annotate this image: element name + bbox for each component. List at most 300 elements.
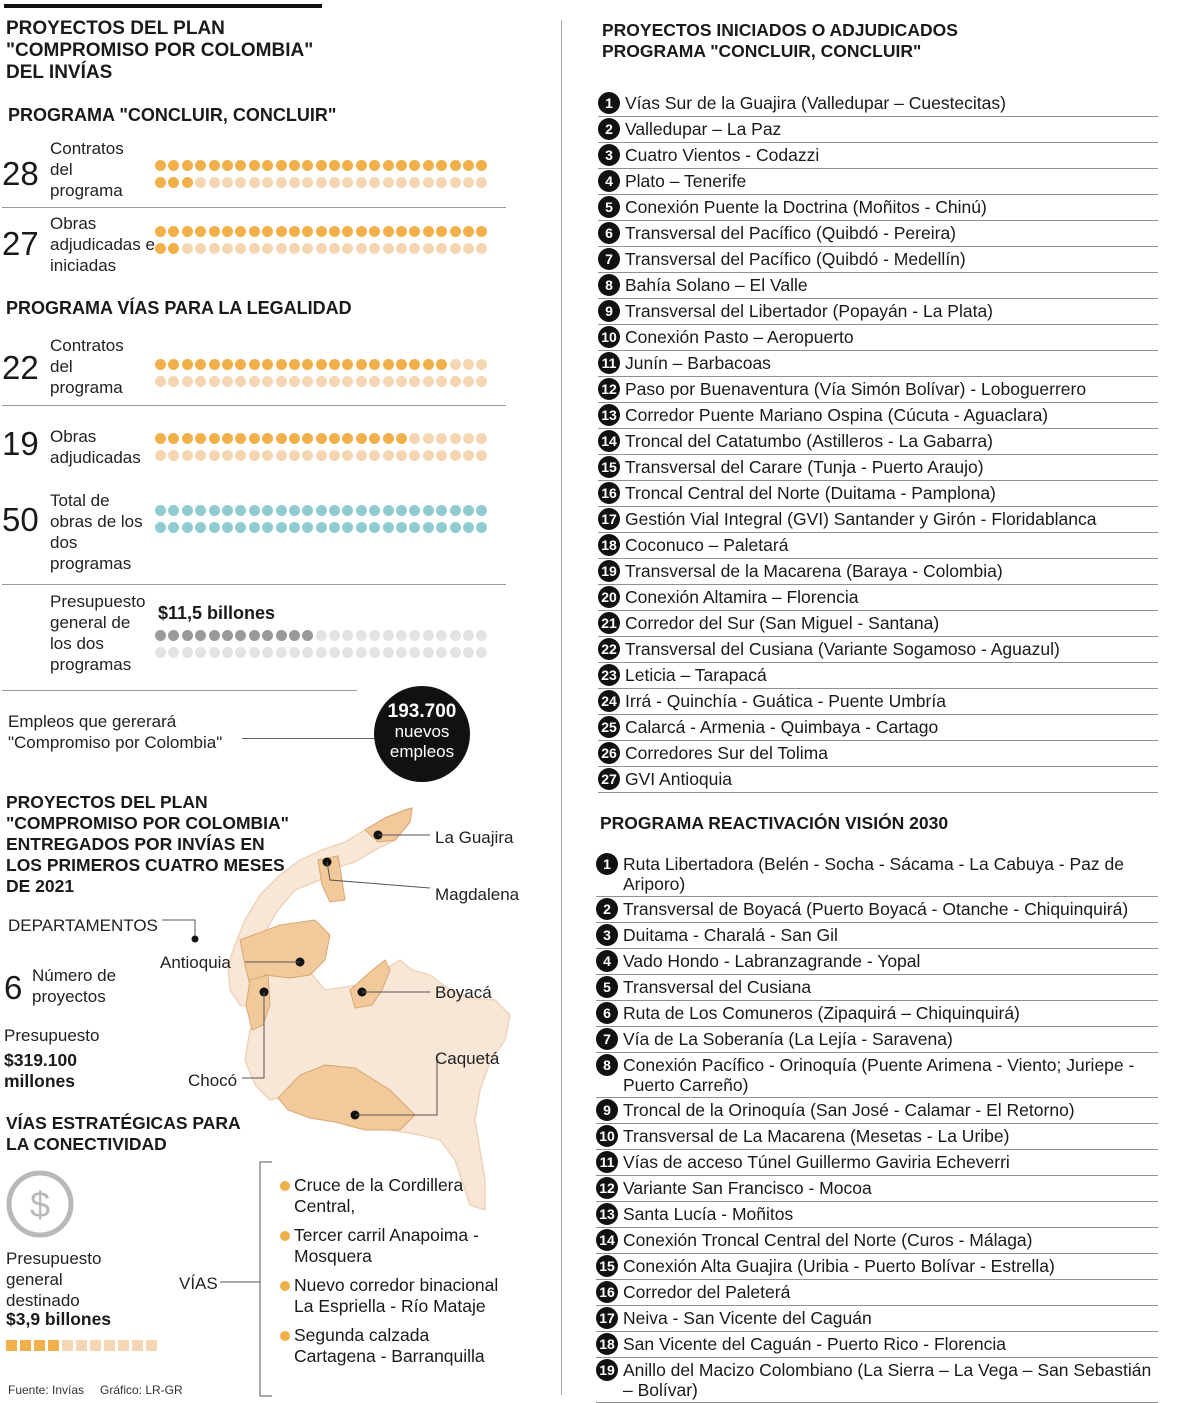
column-divider xyxy=(561,20,562,1395)
dot-empty xyxy=(262,243,273,254)
item-text: Irrá - Quinchía - Guática - Puente Umbría xyxy=(625,691,946,711)
concluir-list-item xyxy=(598,741,1158,767)
square-empty xyxy=(90,1340,101,1351)
dot-empty xyxy=(195,177,206,188)
dot-empty xyxy=(369,376,380,387)
empleos-unit: nuevos empleos xyxy=(389,722,455,761)
item-number-badge: 15 xyxy=(598,456,620,478)
concluir-list-item xyxy=(598,143,1158,169)
dot-empty xyxy=(262,177,273,188)
item-number-badge: 12 xyxy=(598,378,620,400)
conectividad-title: VÍAS ESTRATÉGICAS PARA LA CONECTIVIDAD xyxy=(6,1113,241,1154)
legalidad-obras-label: Obras adjudicadas xyxy=(50,427,141,467)
item-text: Conexión Pacífico - Orinoquía (Puente Arimena - Viento; Juriepe - Puerto Carreño) xyxy=(623,1055,1135,1095)
dot-empty xyxy=(463,450,474,461)
concluir-list-item xyxy=(598,663,1158,689)
conectividad-presupuesto-label: Presupuesto general destinado xyxy=(6,1249,102,1310)
dot-empty xyxy=(369,243,380,254)
dot-filled xyxy=(329,226,340,237)
concluir-list-item xyxy=(598,351,1158,377)
dot-filled xyxy=(222,160,233,171)
item-number-badge: 20 xyxy=(598,586,620,608)
dot-empty xyxy=(383,376,394,387)
empleos-value: 193.700 xyxy=(387,701,457,722)
dot-filled xyxy=(383,160,394,171)
item-number-badge: 1 xyxy=(598,92,620,114)
dot-empty xyxy=(423,647,434,658)
item-text: Variante San Francisco - Mocoa xyxy=(623,1178,872,1198)
dot-empty xyxy=(463,359,474,370)
item-text: Vado Hondo - Labranzagrande - Yopal xyxy=(623,951,921,971)
via-item: Tercer carril Anapoima - Mosquera xyxy=(280,1225,500,1267)
dot-empty xyxy=(409,630,420,641)
square-empty xyxy=(146,1340,157,1351)
concluir-list-item xyxy=(598,507,1158,533)
concluir-obras-label: Obras adjudicadas e iniciadas xyxy=(50,214,155,275)
dot-filled xyxy=(302,630,313,641)
dot-filled xyxy=(289,522,300,533)
dot-empty xyxy=(342,243,353,254)
dot-chart-concluir-obras xyxy=(155,226,489,254)
dot-empty xyxy=(423,630,434,641)
dot-filled xyxy=(476,522,487,533)
vision-list-item xyxy=(596,1176,1158,1202)
dot-filled xyxy=(235,226,246,237)
square-filled xyxy=(20,1340,31,1351)
dot-empty xyxy=(342,450,353,461)
dot-filled xyxy=(276,433,287,444)
concluir-list-item xyxy=(598,585,1158,611)
vision-list-item xyxy=(596,1098,1158,1124)
vision-list-item xyxy=(596,1306,1158,1332)
dot-filled xyxy=(356,226,367,237)
item-number-badge: 11 xyxy=(596,1151,618,1173)
item-text: Valledupar – La Paz xyxy=(625,119,782,139)
dot-filled xyxy=(409,160,420,171)
dot-filled xyxy=(463,226,474,237)
dot-filled xyxy=(262,505,273,516)
dot-filled xyxy=(249,226,260,237)
legend-number: 6 xyxy=(4,969,23,1006)
item-text: Cuatro Vientos - Codazzi xyxy=(625,145,820,165)
item-text: Troncal de la Orinoquía (San José - Calamar - El Retorno) xyxy=(623,1100,1075,1120)
item-text: Leticia – Tarapacá xyxy=(625,665,767,685)
dot-empty xyxy=(235,647,246,658)
dot-empty xyxy=(195,376,206,387)
dot-empty xyxy=(436,433,447,444)
dot-filled xyxy=(155,433,166,444)
via-item: Nuevo corredor binacional La Espriella - Río Mataje xyxy=(280,1275,500,1317)
concluir-list-item xyxy=(598,91,1158,117)
dot-empty xyxy=(209,450,220,461)
item-text: Anillo del Macizo Colombiano (La Sierra – La Vega – San Sebastián – Bolívar) xyxy=(623,1360,1152,1400)
dot-filled xyxy=(409,522,420,533)
dollar-icon xyxy=(6,1170,74,1238)
item-text: Ruta Libertadora (Belén - Socha - Sácama - La Cabuya - Paz de Ariporo) xyxy=(623,854,1124,894)
square-empty xyxy=(118,1340,129,1351)
dot-filled xyxy=(195,630,206,641)
dot-empty xyxy=(436,630,447,641)
dot-empty xyxy=(369,647,380,658)
dot-empty xyxy=(316,243,327,254)
dot-filled xyxy=(342,226,353,237)
dot-filled xyxy=(436,226,447,237)
dot-filled xyxy=(249,505,260,516)
dot-filled xyxy=(369,505,380,516)
item-text: Corredores Sur del Tolima xyxy=(625,743,828,763)
dot-filled xyxy=(436,359,447,370)
dot-filled xyxy=(168,359,179,370)
concluir-list-item xyxy=(598,455,1158,481)
via-item: Cruce de la Cordillera Central, xyxy=(280,1175,500,1217)
item-number-badge: 16 xyxy=(596,1281,618,1303)
dot-filled xyxy=(356,505,367,516)
dot-empty xyxy=(222,376,233,387)
dot-filled xyxy=(276,505,287,516)
dot-filled xyxy=(356,160,367,171)
dot-empty xyxy=(329,450,340,461)
presupuesto-general-label: Presupuesto general de los dos programas xyxy=(50,592,146,674)
legalidad-contratos-value: 22 xyxy=(2,349,39,386)
list-vision xyxy=(596,852,1158,1403)
vision-list-item xyxy=(596,1202,1158,1228)
dot-empty xyxy=(463,647,474,658)
item-text: Troncal Central del Norte (Duitama - Pamplona) xyxy=(625,483,996,503)
dot-empty xyxy=(383,450,394,461)
item-number-badge: 4 xyxy=(598,170,620,192)
item-text: Transversal de La Macarena (Mesetas - La Uribe) xyxy=(623,1126,1010,1146)
dot-empty xyxy=(249,177,260,188)
dot-filled xyxy=(168,226,179,237)
dot-filled xyxy=(383,522,394,533)
label-choco: Chocó xyxy=(188,1071,238,1090)
colombia-map xyxy=(150,800,550,1220)
dot-filled xyxy=(262,522,273,533)
dot-filled xyxy=(383,505,394,516)
dot-filled xyxy=(450,522,461,533)
item-number-badge: 5 xyxy=(598,196,620,218)
dot-filled xyxy=(476,226,487,237)
item-text: Transversal del Pacífico (Quibdó - Pereira) xyxy=(625,223,957,243)
dot-filled xyxy=(182,505,193,516)
dot-filled xyxy=(436,160,447,171)
vision-list-item xyxy=(596,1053,1158,1098)
dot-filled xyxy=(409,359,420,370)
dot-empty xyxy=(396,243,407,254)
legalidad-contratos-label: Contratos del programa xyxy=(50,336,124,397)
dot-filled xyxy=(276,160,287,171)
dot-filled xyxy=(195,359,206,370)
dot-filled xyxy=(396,505,407,516)
dot-filled xyxy=(423,505,434,516)
dot-empty xyxy=(276,243,287,254)
legalidad-obras-value: 19 xyxy=(2,425,39,462)
dot-empty xyxy=(409,376,420,387)
dot-empty xyxy=(409,647,420,658)
dot-empty xyxy=(383,243,394,254)
dot-filled xyxy=(329,505,340,516)
dot-empty xyxy=(463,630,474,641)
dot-filled xyxy=(209,522,220,533)
item-number-badge: 4 xyxy=(596,950,618,972)
dot-empty xyxy=(316,450,327,461)
item-number-badge: 14 xyxy=(596,1229,618,1251)
dot-filled xyxy=(342,433,353,444)
dot-filled xyxy=(302,359,313,370)
label-boyaca: Boyacá xyxy=(435,983,492,1002)
dot-empty xyxy=(409,433,420,444)
label-la-guajira: La Guajira xyxy=(435,828,514,847)
dot-empty xyxy=(316,376,327,387)
item-number-badge: 7 xyxy=(598,248,620,270)
dot-filled xyxy=(409,505,420,516)
dot-filled xyxy=(329,433,340,444)
dot-filled xyxy=(235,160,246,171)
item-number-badge: 3 xyxy=(598,144,620,166)
dot-empty xyxy=(436,647,447,658)
list-vision-title: PROGRAMA REACTIVACIÓN VISIÓN 2030 xyxy=(600,813,949,833)
dot-filled xyxy=(262,226,273,237)
item-text: Santa Lucía - Moñitos xyxy=(623,1204,794,1224)
vision-list-item xyxy=(596,975,1158,1001)
top-rule xyxy=(4,4,322,8)
dot-filled xyxy=(316,433,327,444)
dot-filled xyxy=(329,160,340,171)
dot-empty xyxy=(476,177,487,188)
divider xyxy=(2,405,506,406)
dot-filled xyxy=(289,226,300,237)
concluir-list-item xyxy=(598,637,1158,663)
dot-filled xyxy=(276,522,287,533)
dot-filled xyxy=(436,505,447,516)
dot-empty xyxy=(155,376,166,387)
dot-empty xyxy=(316,647,327,658)
vision-list-item xyxy=(596,1228,1158,1254)
presupuesto-label: Presupuesto xyxy=(4,1026,100,1045)
item-number-badge: 11 xyxy=(598,352,620,374)
dot-empty xyxy=(276,177,287,188)
dot-filled xyxy=(168,177,179,188)
dot-empty xyxy=(450,450,461,461)
concluir-list-item xyxy=(598,689,1158,715)
item-text: Vías de acceso Túnel Guillermo Gaviria Echeverri xyxy=(623,1152,1010,1172)
dot-empty xyxy=(396,450,407,461)
item-text: Duitama - Charalá - San Gil xyxy=(623,925,838,945)
dot-empty xyxy=(369,630,380,641)
dot-empty xyxy=(262,376,273,387)
dot-empty xyxy=(302,376,313,387)
empleos-connector xyxy=(242,738,376,739)
dot-filled xyxy=(356,433,367,444)
vision-list-item xyxy=(596,923,1158,949)
dot-empty xyxy=(476,647,487,658)
dot-empty xyxy=(249,450,260,461)
item-text: Vías Sur de la Guajira (Valledupar – Cuestecitas) xyxy=(625,93,1006,113)
divider xyxy=(2,207,506,208)
vias-label: VÍAS xyxy=(179,1274,218,1293)
dot-empty xyxy=(289,450,300,461)
dot-empty xyxy=(463,177,474,188)
legend-departamentos: DEPARTAMENTOS xyxy=(8,916,158,935)
dot-empty xyxy=(409,243,420,254)
dot-empty xyxy=(235,376,246,387)
map-country-outline xyxy=(228,808,510,1210)
dot-filled xyxy=(369,433,380,444)
dot-filled xyxy=(289,433,300,444)
item-text: Transversal del Libertador (Popayán - La Plata) xyxy=(625,301,994,321)
dot-filled xyxy=(182,630,193,641)
dot-filled xyxy=(262,433,273,444)
list-concluir xyxy=(598,91,1158,793)
concluir-list-item xyxy=(598,481,1158,507)
dot-empty xyxy=(195,243,206,254)
dot-empty xyxy=(436,450,447,461)
concluir-list-item xyxy=(598,767,1158,793)
dot-filled xyxy=(182,177,193,188)
dot-empty xyxy=(450,647,461,658)
concluir-list-item xyxy=(598,533,1158,559)
dot-empty xyxy=(182,376,193,387)
dot-filled xyxy=(168,160,179,171)
dot-filled xyxy=(155,359,166,370)
concluir-heading: PROGRAMA "CONCLUIR, CONCLUIR" xyxy=(8,105,337,125)
svg-text:$: $ xyxy=(29,1184,51,1225)
dot-filled xyxy=(235,433,246,444)
item-text: Paso por Buenaventura (Vía Simón Bolívar) - Loboguerrero xyxy=(625,379,1087,399)
dot-filled xyxy=(316,505,327,516)
item-text: Neiva - San Vicente del Caguán xyxy=(623,1308,872,1328)
dot-filled xyxy=(182,522,193,533)
dot-empty xyxy=(423,243,434,254)
dot-filled xyxy=(396,433,407,444)
item-number-badge: 14 xyxy=(598,430,620,452)
vision-list-item xyxy=(596,949,1158,975)
item-text: Calarcá - Armenia - Quimbaya - Cartago xyxy=(625,717,939,737)
dot-filled xyxy=(262,630,273,641)
item-text: Transversal del Carare (Tunja - Puerto Araujo) xyxy=(625,457,984,477)
dot-filled xyxy=(235,505,246,516)
dot-empty xyxy=(235,450,246,461)
dot-empty xyxy=(409,450,420,461)
dot-empty xyxy=(316,630,327,641)
dot-filled xyxy=(356,522,367,533)
square-empty xyxy=(132,1340,143,1351)
dot-empty xyxy=(356,630,367,641)
dot-empty xyxy=(276,376,287,387)
dot-filled xyxy=(155,226,166,237)
item-text: Corredor Puente Mariano Ospina (Cúcuta - Aguaclara) xyxy=(625,405,1049,425)
dot-empty xyxy=(356,243,367,254)
dot-chart-presupuesto xyxy=(155,630,489,658)
item-text: Coconuco – Paletará xyxy=(625,535,789,555)
dot-empty xyxy=(302,243,313,254)
dot-filled xyxy=(222,505,233,516)
dot-empty xyxy=(195,450,206,461)
dot-filled xyxy=(249,522,260,533)
dot-empty xyxy=(182,243,193,254)
dot-empty xyxy=(450,376,461,387)
dot-filled xyxy=(302,522,313,533)
dot-filled xyxy=(423,359,434,370)
vias-list xyxy=(280,1175,500,1375)
dot-filled xyxy=(249,433,260,444)
dot-filled xyxy=(450,160,461,171)
dot-empty xyxy=(383,177,394,188)
main-title: PROYECTOS DEL PLAN "COMPROMISO POR COLOMBIA" DEL INVÍAS xyxy=(6,18,314,83)
dot-filled xyxy=(302,226,313,237)
dot-filled xyxy=(463,160,474,171)
item-number-badge: 8 xyxy=(596,1054,618,1076)
concluir-list-item xyxy=(598,559,1158,585)
square-chart-presupuesto xyxy=(6,1338,160,1356)
item-number-badge: 6 xyxy=(596,1002,618,1024)
dot-empty xyxy=(302,450,313,461)
dot-filled xyxy=(396,359,407,370)
dot-empty xyxy=(476,630,487,641)
vias-bracket xyxy=(220,1160,280,1400)
dot-filled xyxy=(369,226,380,237)
concluir-obras-value: 27 xyxy=(2,225,39,262)
item-number-badge: 25 xyxy=(598,716,620,738)
via-item: Segunda calzada Cartagena - Barranquilla xyxy=(280,1325,500,1367)
dot-empty xyxy=(342,647,353,658)
dot-empty xyxy=(329,243,340,254)
dot-filled xyxy=(195,160,206,171)
dot-filled xyxy=(209,433,220,444)
dot-empty xyxy=(249,243,260,254)
dot-empty xyxy=(222,177,233,188)
dot-empty xyxy=(222,243,233,254)
dot-filled xyxy=(195,433,206,444)
dot-filled xyxy=(235,359,246,370)
dot-filled xyxy=(222,226,233,237)
dot-filled xyxy=(209,505,220,516)
dot-empty xyxy=(329,376,340,387)
dot-filled xyxy=(276,359,287,370)
dot-empty xyxy=(476,433,487,444)
dot-filled xyxy=(383,433,394,444)
item-number-badge: 9 xyxy=(596,1099,618,1121)
dot-filled xyxy=(249,630,260,641)
dot-empty xyxy=(329,177,340,188)
dot-filled xyxy=(396,160,407,171)
item-number-badge: 18 xyxy=(598,534,620,556)
dot-empty xyxy=(302,647,313,658)
dot-empty xyxy=(396,376,407,387)
dot-empty xyxy=(463,433,474,444)
item-text: Troncal del Catatumbo (Astilleros - La Gabarra) xyxy=(625,431,993,451)
dot-filled xyxy=(168,505,179,516)
item-text: Transversal del Cusiana xyxy=(623,977,812,997)
item-text: Conexión Pasto – Aeropuerto xyxy=(625,327,854,347)
vision-list-item xyxy=(596,897,1158,923)
item-text: Conexión Alta Guajira (Uribia - Puerto Bolívar - Estrella) xyxy=(623,1256,1055,1276)
dot-empty xyxy=(342,630,353,641)
item-number-badge: 18 xyxy=(596,1333,618,1355)
vision-list-item xyxy=(596,1280,1158,1306)
legend-marker xyxy=(192,936,199,943)
dot-empty xyxy=(423,376,434,387)
item-number-badge: 19 xyxy=(596,1359,618,1381)
concluir-list-item xyxy=(598,221,1158,247)
concluir-list-item xyxy=(598,611,1158,637)
dot-filled xyxy=(182,226,193,237)
dot-empty xyxy=(356,376,367,387)
dot-empty xyxy=(155,450,166,461)
dot-empty xyxy=(289,376,300,387)
dot-empty xyxy=(289,177,300,188)
concluir-list-item xyxy=(598,273,1158,299)
